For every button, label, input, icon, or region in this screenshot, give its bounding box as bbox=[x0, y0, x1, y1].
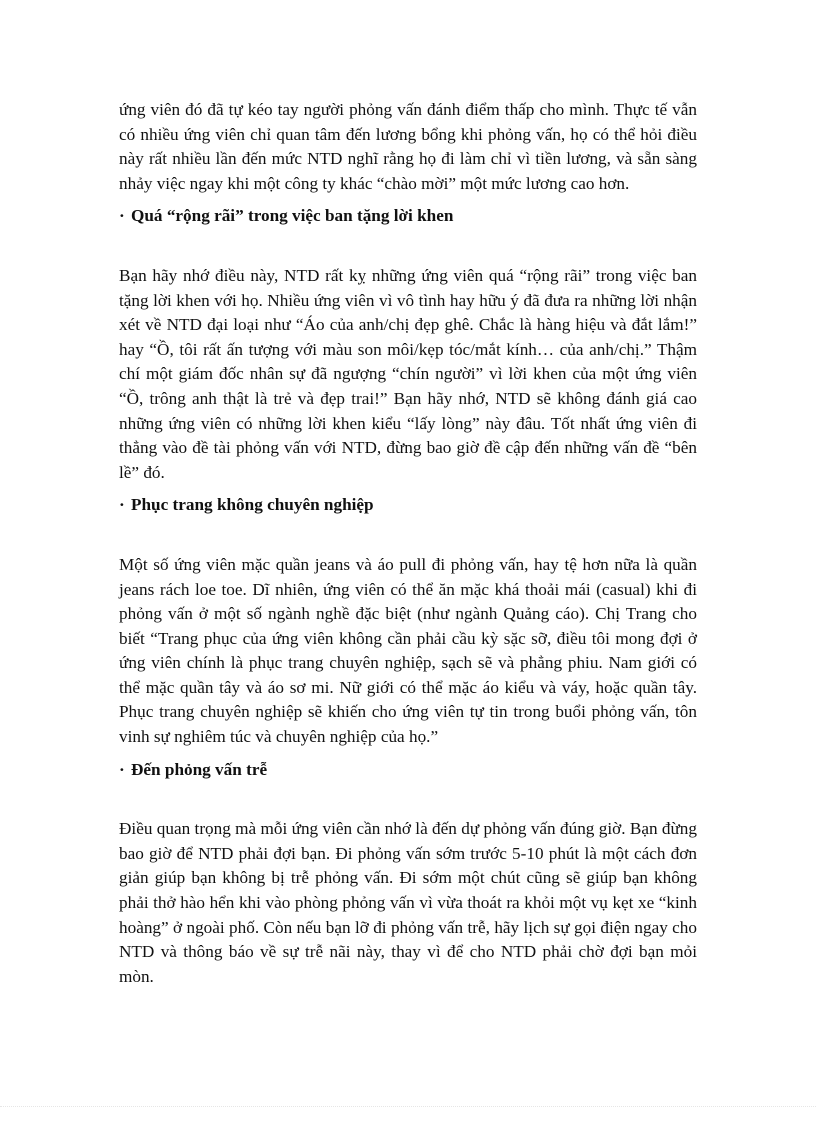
heading-text: Quá “rộng rãi” trong việc ban tặng lời khen bbox=[131, 206, 454, 226]
spacer bbox=[119, 229, 697, 264]
spacer bbox=[119, 196, 697, 204]
page-bottom-divider bbox=[0, 1106, 816, 1109]
heading-text: Phục trang không chuyên nghiệp bbox=[131, 495, 374, 515]
paragraph-attire: Một số ứng viên mặc quần jeans và áo pull đi phỏng vấn, hay tệ hơn nữa là quần jeans rách loe toe. Dĩ nhiên, ứng viên có thể ăn mặc khá thoải mái (casual) khi đi phỏng vấn ở một số ngành nghề đặc biệt (như ngành Quảng cáo). Chị Trang cho biết “Trang phục của ứng viên không cần phải cầu kỳ sặc sỡ, điều tôi mong đợi ở ứng viên chính là phục trang chuyên nghiệp, sạch sẽ và phẳng phiu. Nam giới có thể mặc quần tây và áo sơ mi. Nữ giới có thể mặc áo kiểu và váy, hoặc quần tây. Phục trang chuyên nghiệp sẽ khiến cho ứng viên tự tin trong buổi phỏng vấn, tôn vinh sự nghiêm túc và chuyên nghiệp của họ.” bbox=[119, 554, 697, 747]
bullet-icon: · bbox=[119, 495, 125, 515]
spacer bbox=[119, 750, 697, 758]
paragraph-intro: ứng viên đó đã tự kéo tay người phỏng vấn đánh điểm thấp cho mình. Thực tế vẫn có nhiều ứng viên chỉ quan tâm đến lương bổng khi phỏng vấn, họ có thể hỏi điều này rất nhiều lần đến mức NTD nghĩ rằng họ đi làm chỉ vì tiền lương, và sẵn sàng nhảy việc ngay khi một công ty khác “chào mời” một mức lương cao hơn. bbox=[119, 100, 697, 193]
spacer bbox=[119, 518, 697, 553]
bullet-icon: · bbox=[119, 206, 125, 226]
section-heading-attire bbox=[119, 493, 697, 518]
paragraph-late: Điều quan trọng mà mỗi ứng viên cần nhớ là đến dự phỏng vấn đúng giờ. Bạn đừng bao giờ để NTD phải đợi bạn. Đi phỏng vấn sớm trước 5-10 phút là một cách đơn giản giúp bạn không bị trễ phỏng vấn. Đi sớm một chút cũng sẽ giúp bạn không phải thở hào hển khi vào phòng phỏng vấn vì vừa thoát ra khỏi một vụ kẹt xe “kinh hoàng” ở ngoài phố. Còn nếu bạn lỡ đi phỏng vấn trễ, hãy lịch sự gọi điện ngay cho NTD và thông báo về sự trễ nãi này, thay vì để cho NTD phải chờ đợi bạn mỏi mòn. bbox=[119, 819, 697, 986]
section-heading-late bbox=[119, 758, 697, 783]
spacer bbox=[119, 485, 697, 493]
heading-text: Đến phỏng vấn trễ bbox=[131, 759, 268, 779]
section-heading-compliments bbox=[119, 204, 697, 229]
document-page bbox=[119, 98, 697, 989]
bullet-icon: · bbox=[119, 759, 125, 779]
paragraph-compliments: Bạn hãy nhớ điều này, NTD rất kỵ những ứng viên quá “rộng rãi” trong việc ban tặng lời khen với họ. Nhiều ứng viên vì vô tình hay hữu ý đã đưa ra những lời nhận xét về NTD đại loại như “Áo của anh/chị đẹp ghê. Chắc là hàng hiệu và đắt lắm!” hay “Ồ, tôi rất ấn tượng với màu son môi/kẹp tóc/mắt kính… của anh/chị.” Thậm chí một giám đốc nhân sự đã ngượng “chín người” vì lời khen của một ứng viên “Ồ, trông anh thật là trẻ và đẹp trai!” Bạn hãy nhớ, NTD sẽ không đánh giá cao những ứng viên có những lời khen kiểu “lấy lòng” này đâu. Tốt nhất ứng viên đi thẳng vào đề tài phỏng vấn với NTD, đừng bao giờ đề cập đến những vấn đề “bên lề” đó. bbox=[119, 265, 697, 482]
spacer bbox=[119, 782, 697, 817]
